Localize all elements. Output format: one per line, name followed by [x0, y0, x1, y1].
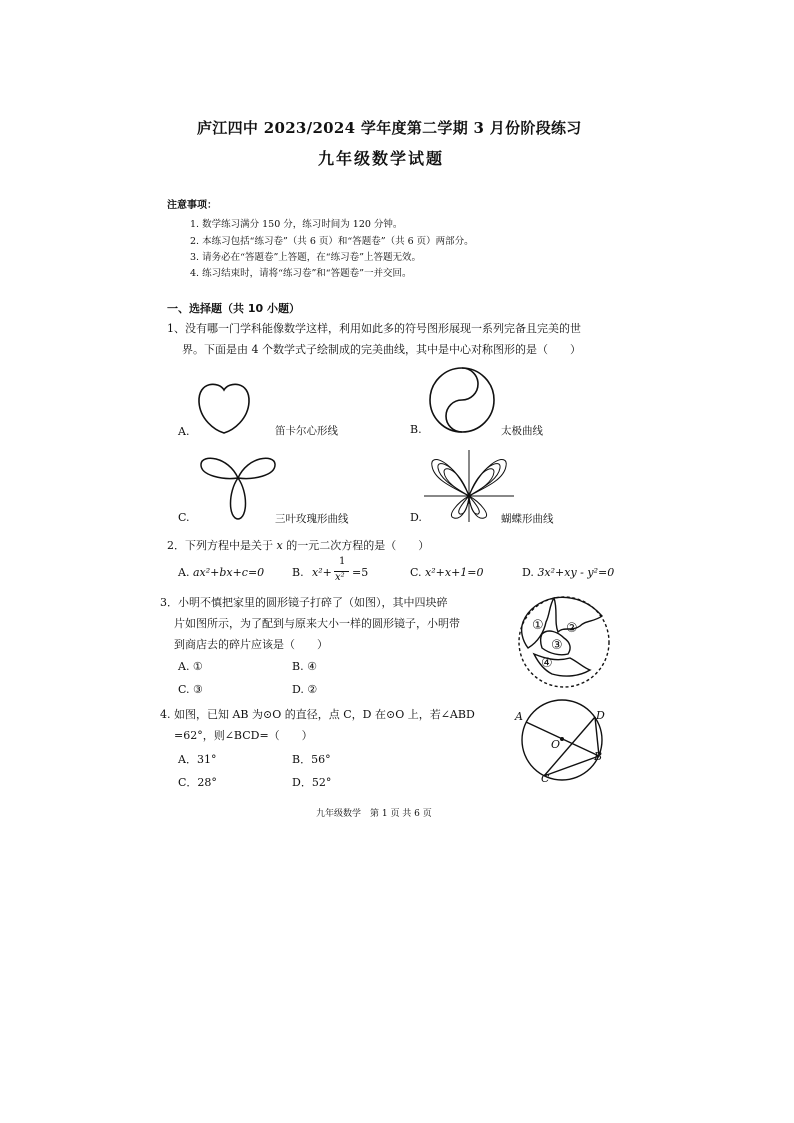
q2-option-b-post: =5 [352, 566, 369, 579]
q1-option-c-letter: C. [178, 511, 190, 524]
q1-option-a-letter: A. [178, 425, 190, 438]
question-4-line-1: 4. 如图，已知 AB 为⊙O 的直径，点 C，D 在⊙O 上，若∠ABD [160, 708, 475, 721]
q4-option-b: B．56° [292, 753, 331, 766]
q2-option-b-denominator: x² [335, 572, 345, 583]
note-item: 2. 本练习包括“练习卷”（共 6 页）和“答题卷”（共 6 页）两部分。 [190, 236, 474, 247]
q1-option-a-caption: 笛卡尔心形线 [275, 425, 338, 437]
q1-option-d-caption: 蝴蝶形曲线 [501, 513, 554, 525]
point-label-a: A [515, 710, 523, 723]
q2-option-b-letter: B. [292, 566, 304, 579]
note-item: 4. 练习结束时，请将“练习卷”和“答题卷”一并交回。 [190, 268, 412, 279]
circle-diameter-figure [518, 696, 608, 786]
q1-option-b-letter: B. [410, 423, 422, 436]
question-1-line-2: 界。下面是由 4 个数学式子绘制成的完美曲线，其中是中心对称图形的是（ ） [182, 343, 581, 356]
q3-option-b: B. ④ [292, 660, 317, 673]
taiji-curve-figure [428, 366, 496, 434]
q2-option-a [178, 566, 264, 579]
q1-option-b-caption: 太极曲线 [501, 425, 543, 437]
q1-option-d-letter: D. [410, 511, 422, 524]
q3-option-d: D. ② [292, 683, 318, 696]
q2-stem-var: x [276, 539, 283, 552]
point-label-b: B [594, 750, 603, 763]
q2-option-c [410, 566, 484, 579]
page-subtitle: 九年级数学试题 [318, 149, 445, 168]
q3-option-a: A. ① [178, 660, 203, 673]
page-title: 庐江四中 2023/2024 学年度第二学期 3 月份阶段练习 [197, 119, 582, 137]
question-4-line-2: =62°，则∠BCD=（ ） [174, 729, 313, 742]
note-item: 1. 数学练习满分 150 分，练习时间为 120 分钟。 [190, 219, 403, 230]
broken-mirror-figure [514, 592, 614, 692]
q2-stem-a: 2．下列方程中是关于 [167, 539, 277, 552]
q4-option-d: D．52° [292, 776, 332, 789]
point-label-c: C [541, 772, 550, 785]
q2-option-a-text: ax²+bx+c=0 [192, 566, 265, 579]
question-1-line-1: 1、没有哪一门学科能像数学这样，利用如此多的符号图形展现一系列完备且完美的世 [167, 322, 581, 335]
point-label-d: D [596, 709, 605, 722]
q2-option-c-text: x²+x+1=0 [425, 566, 484, 579]
q2-option-b-numerator: 1 [339, 556, 346, 567]
cardioid-curve-figure [194, 378, 254, 438]
notes-heading: 注意事项： [167, 200, 217, 211]
question-2-stem [167, 537, 429, 553]
q2-option-a-letter: A. [178, 566, 190, 579]
three-leaf-rose-figure [198, 452, 278, 522]
q2-option-d-text: 3x²+xy - y²=0 [537, 566, 615, 579]
note-item: 3. 请务必在“答题卷”上答题，在“练习卷”上答题无效。 [190, 252, 422, 263]
mirror-piece-label-1: ① [532, 618, 544, 633]
q4-option-a: A．31° [178, 753, 217, 766]
q2-option-d [522, 566, 614, 579]
mirror-piece-label-4: ④ [541, 656, 553, 671]
q2-option-b-pre: x²+ [312, 566, 332, 579]
question-3-line-2: 片如图所示，为了配到与原来大小一样的圆形镜子，小明带 [174, 617, 460, 630]
q1-option-c-caption: 三叶玫瑰形曲线 [275, 513, 349, 525]
point-label-o: O [551, 738, 561, 751]
page-footer: 九年级数学 第 1 页 共 6 页 [316, 809, 432, 819]
section-heading: 一、选择题（共 10 小题） [167, 302, 300, 315]
q2-option-c-letter: C. [410, 566, 422, 579]
q4-option-c: C．28° [178, 776, 217, 789]
q3-option-c: C. ③ [178, 683, 203, 696]
q2-stem-b: 的一元二次方程的是（ ） [282, 539, 430, 552]
mirror-piece-label-3: ③ [551, 638, 563, 653]
question-3-line-1: 3．小明不慎把家里的圆形镜子打碎了（如图），其中四块碎 [160, 596, 448, 609]
question-3-line-3: 到商店去的碎片应该是（ ） [174, 638, 328, 651]
q2-option-d-letter: D. [522, 566, 534, 579]
mirror-piece-label-2: ② [566, 621, 578, 636]
